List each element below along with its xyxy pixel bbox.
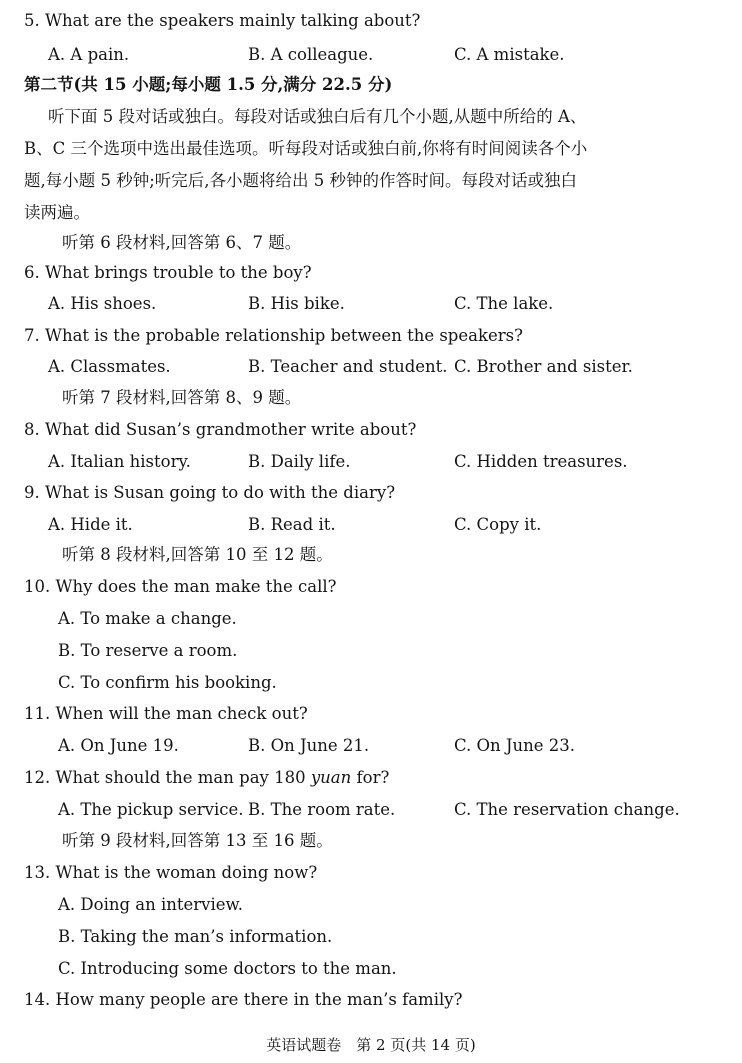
- question-11-option-b: B. On June 21.: [248, 736, 370, 755]
- question-12-option-b: B. The room rate.: [248, 800, 396, 819]
- question-5-option-a: A. A pain.: [48, 45, 130, 64]
- question-12-stem-start: 12. What should the man pay 180: [24, 768, 311, 787]
- question-6-stem: 6. What brings trouble to the boy?: [24, 263, 312, 282]
- question-12-stem: [24, 767, 389, 789]
- question-7-option-c: C. Brother and sister.: [454, 357, 633, 376]
- question-7-stem: 7. What is the probable relationship between the speakers?: [24, 326, 523, 345]
- material-9-instruction: 听第 9 段材料,回答第 13 至 16 题。: [62, 831, 333, 850]
- question-12-option-a: A. The pickup service.: [58, 800, 244, 819]
- question-11-option-a: A. On June 19.: [58, 736, 179, 755]
- question-6-option-a: A. His shoes.: [48, 294, 157, 313]
- question-9-option-c: C. Copy it.: [454, 515, 542, 534]
- question-5-stem: 5. What are the speakers mainly talking about?: [24, 11, 421, 30]
- section-intro-line-2: B、C 三个选项中选出最佳选项。听每段对话或独白前,你将有时间阅读各个小: [24, 139, 588, 158]
- material-6-instruction: 听第 6 段材料,回答第 6、7 题。: [62, 233, 302, 252]
- question-9-option-a: A. Hide it.: [48, 515, 133, 534]
- question-10-option-a: A. To make a change.: [58, 609, 237, 628]
- question-10-option-b: B. To reserve a room.: [58, 641, 238, 660]
- question-13-option-a: A. Doing an interview.: [58, 895, 243, 914]
- question-6-option-b: B. His bike.: [248, 294, 345, 313]
- section-intro-line-4: 读两遍。: [24, 203, 90, 222]
- question-12-option-c: C. The reservation change.: [454, 800, 680, 819]
- question-13-stem: 13. What is the woman doing now?: [24, 863, 318, 882]
- question-12-stem-end: for?: [351, 768, 390, 787]
- section-intro-line-1: 听下面 5 段对话或独白。每段对话或独白后有几个小题,从题中所给的 A、: [48, 107, 587, 126]
- question-11-stem: 11. When will the man check out?: [24, 704, 308, 723]
- question-14-stem: 14. How many people are there in the man’s family?: [24, 990, 463, 1009]
- question-8-option-a: A. Italian history.: [48, 452, 191, 471]
- question-8-option-b: B. Daily life.: [248, 452, 351, 471]
- section-heading: 第二节(共 15 小题;每小题 1.5 分,满分 22.5 分): [24, 75, 393, 94]
- question-11-option-c: C. On June 23.: [454, 736, 576, 755]
- question-5-option-b: B. A colleague.: [248, 45, 374, 64]
- question-6-option-c: C. The lake.: [454, 294, 554, 313]
- question-7-option-b: B. Teacher and student.: [248, 357, 448, 376]
- question-10-stem: 10. Why does the man make the call?: [24, 577, 337, 596]
- question-9-option-b: B. Read it.: [248, 515, 336, 534]
- page-footer: 英语试题卷 第 2 页(共 14 页): [266, 1036, 476, 1054]
- section-intro-line-3: 题,每小题 5 秒钟;听完后,各小题将给出 5 秒钟的作答时间。每段对话或独白: [24, 171, 578, 190]
- question-8-option-c: C. Hidden treasures.: [454, 452, 628, 471]
- question-13-option-c: C. Introducing some doctors to the man.: [58, 959, 397, 978]
- question-10-option-c: C. To confirm his booking.: [58, 673, 277, 692]
- material-7-instruction: 听第 7 段材料,回答第 8、9 题。: [62, 388, 302, 407]
- question-9-stem: 9. What is Susan going to do with the diary?: [24, 483, 396, 502]
- question-8-stem: 8. What did Susan’s grandmother write about?: [24, 420, 417, 439]
- material-8-instruction: 听第 8 段材料,回答第 10 至 12 题。: [62, 545, 333, 564]
- question-5-option-c: C. A mistake.: [454, 45, 565, 64]
- question-12-stem-yuan: yuan: [310, 768, 352, 787]
- question-7-option-a: A. Classmates.: [48, 357, 171, 376]
- question-13-option-b: B. Taking the man’s information.: [58, 927, 333, 946]
